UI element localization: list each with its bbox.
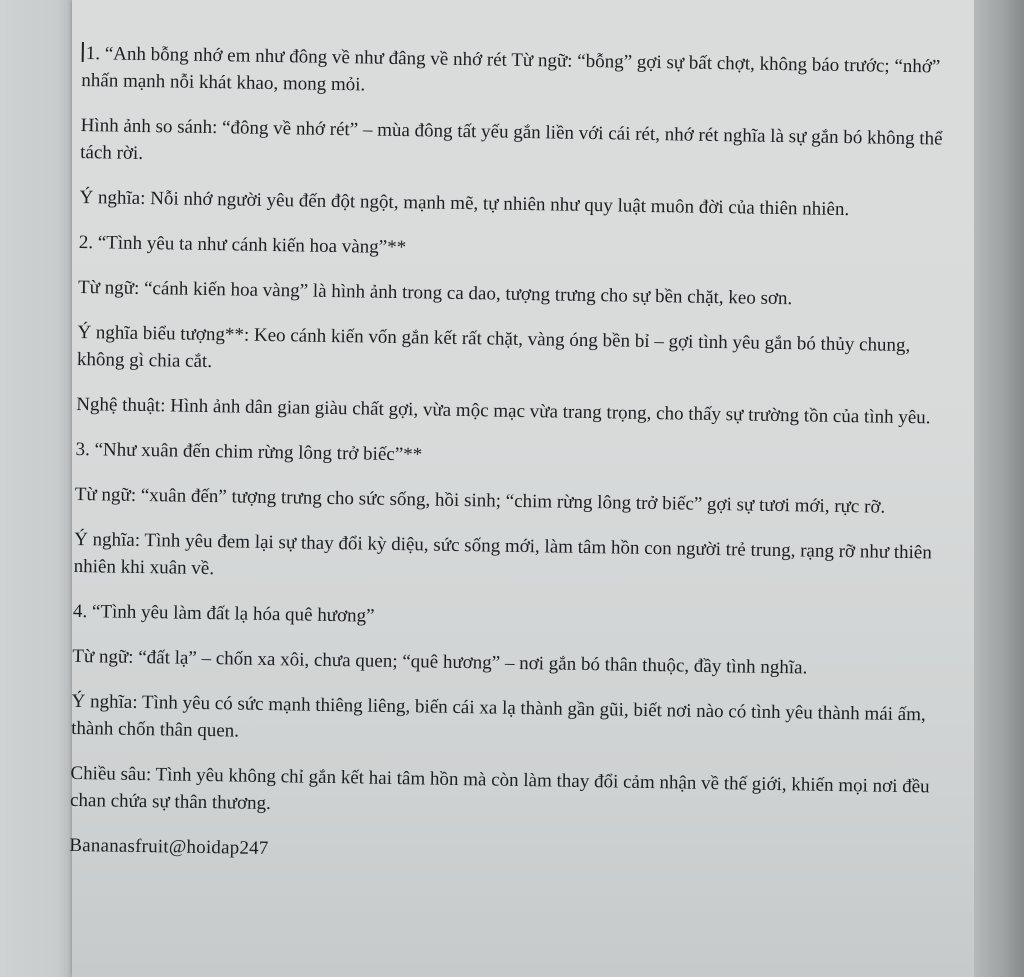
paragraph-5: Từ ngữ: “cánh kiến hoa vàng” là hình ảnh trong ca dao, tượng trưng cho sự bền chặt, keo sơn.	[77, 276, 793, 310]
paragraph-6: Ý nghĩa biểu tượng**: Keo cánh kiến vốn gắn kết rất chặt, vàng óng bền bỉ – gợi tình yêu gắn bó thủy chung, không gì chia cắt.	[76, 321, 911, 373]
paragraph-3: Ý nghĩa: Nỗi nhớ người yêu đến đột ngột, mạnh mẽ, tự nhiên như quy luật muôn đời của thiên nhiên.	[79, 186, 850, 221]
heading-3: 3. “Như xuân đến chim rừng lông trở biếc”**	[75, 438, 423, 466]
paragraph-9: Từ ngữ: “xuân đến” tượng trưng cho sức sống, hồi sinh; “chim rừng lông trở biếc” gợi sự tươi mới, rực rỡ.	[74, 483, 886, 518]
paragraph-10: Ý nghĩa: Tình yêu đem lại sự thay đổi kỳ diệu, sức sống mới, làm tâm hồn con người trẻ trung, rạng rỡ như thiên nhiên khi xuân về.	[73, 528, 932, 580]
paragraph-1	[81, 40, 962, 108]
document-body[interactable]	[69, 40, 962, 891]
paragraph-1-text: 1. “Anh bỗng nhớ em như đông về như đâng về nhớ rét Từ ngữ: “bỗng” gợi sự bất chợt, không báo trước; “nhớ” nhấn mạnh nỗi khát khao, mong mỏi.	[81, 43, 941, 96]
heading-4: 4. “Tình yêu làm đất lạ hóa quê hương”	[72, 600, 375, 627]
text-cursor	[82, 42, 84, 62]
paragraph-12: Từ ngữ: “đất lạ” – chốn xa xôi, chưa quen; “quê hương” – nơi gắn bó thân thuộc, đầy tình nghĩa.	[72, 645, 808, 679]
heading-2: 2. “Tình yêu ta như cánh kiến hoa vàng”**	[78, 231, 407, 259]
window-left-margin	[0, 0, 72, 977]
window-right-margin	[974, 0, 1024, 977]
author-signature: Bananasfruit@hoidap247	[69, 834, 269, 860]
paragraph-14: Chiều sâu: Tình yêu không chỉ gắn kết hai tâm hồn mà còn làm thay đổi cảm nhận về thế giới, khiến mọi nơi đều chan chứa sự thân thương.	[69, 762, 930, 815]
paragraph-2: Hình ảnh so sánh: “đông về nhớ rét” – mùa đông tất yếu gắn liền với cái rét, nhớ rét nghĩa là sự gắn bó không thể tách rời.	[80, 114, 943, 164]
paragraph-7: Nghệ thuật: Hình ảnh dân gian giàu chất gợi, vừa mộc mạc vừa trang trọng, cho thấy sự trường tồn của tình yêu.	[76, 393, 931, 429]
paragraph-13: Ý nghĩa: Tình yêu có sức mạnh thiêng liêng, biến cái xa lạ thành gần gũi, biết nơi nào có tình yêu thành mái ấm, thành chốn thân quen.	[71, 690, 926, 742]
document-page[interactable]	[69, 0, 977, 977]
